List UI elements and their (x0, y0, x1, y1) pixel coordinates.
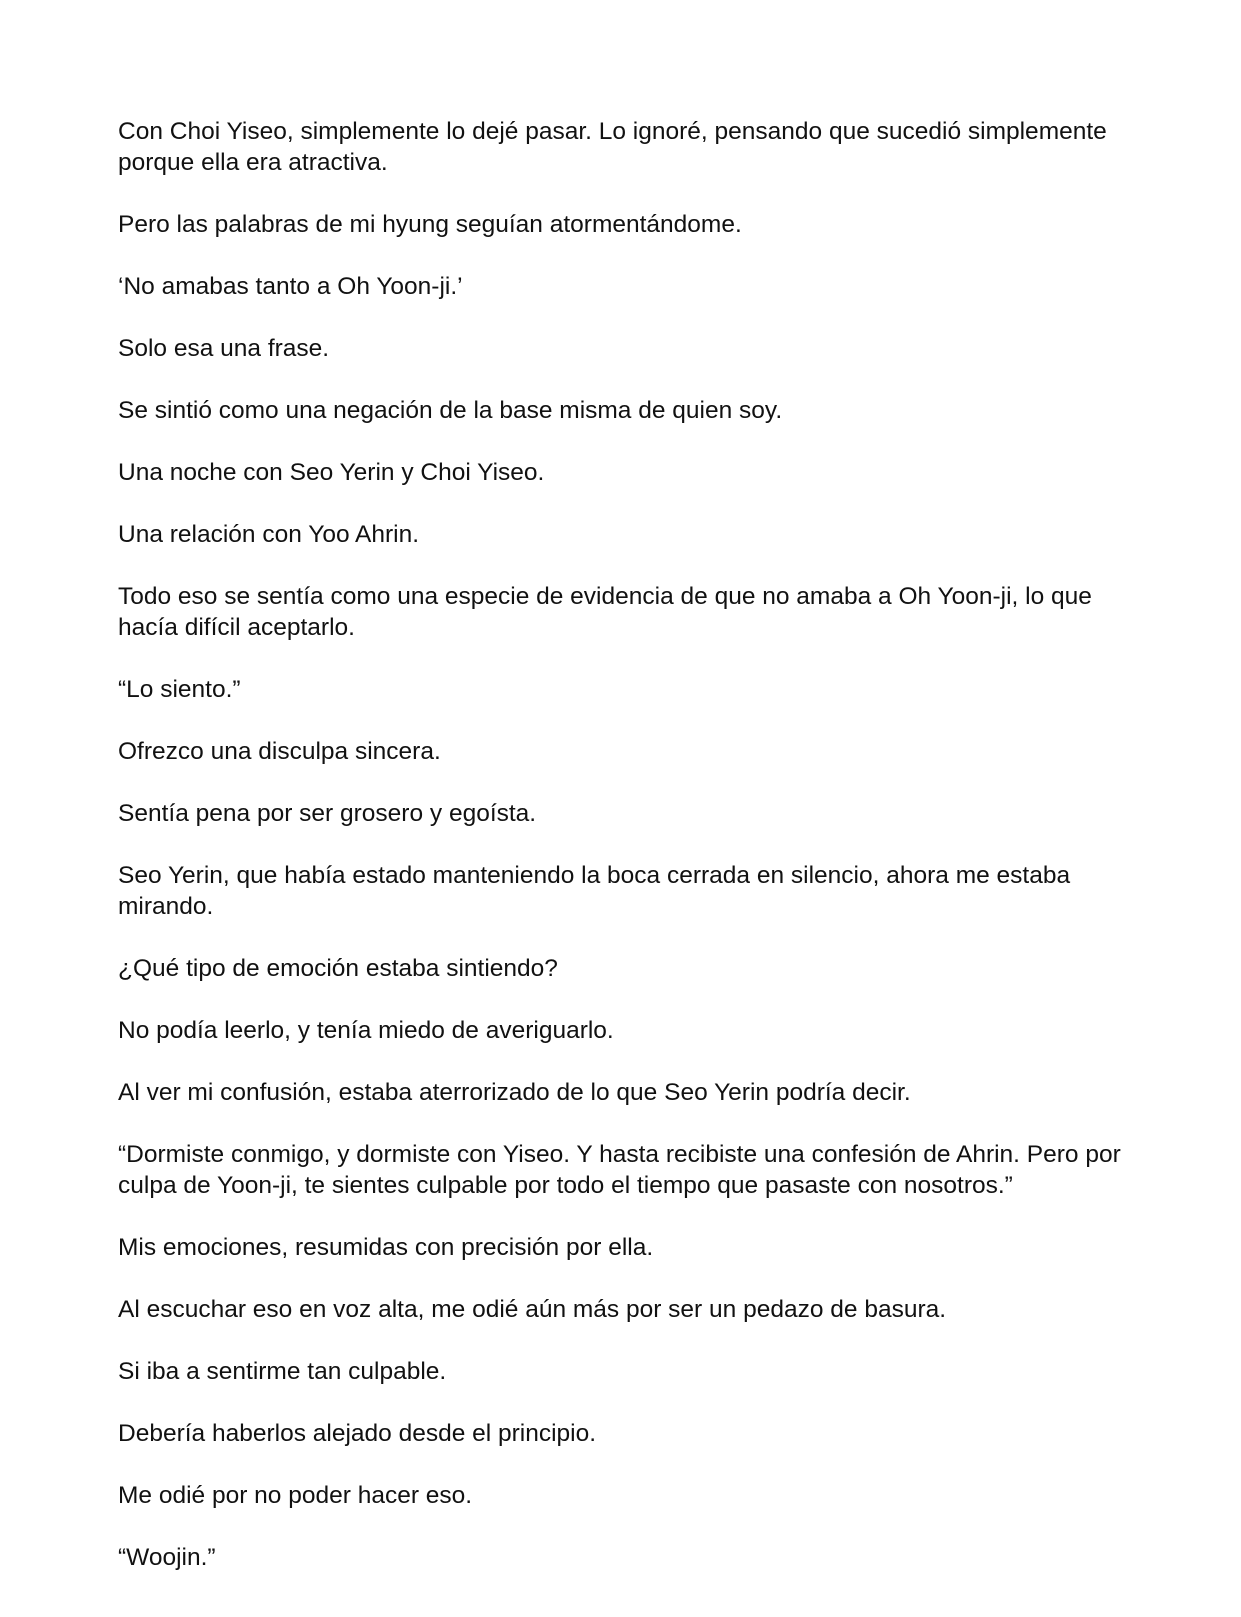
paragraph-19: Si iba a sentirme tan culpable. (118, 1358, 447, 1385)
paragraph-1: Con Choi Yiseo, simplemente lo dejé pasar. Lo ignoré, pensando que sucedió simplemente porque ella era atractiva. (118, 118, 1107, 176)
paragraph-4: Solo esa una frase. (118, 335, 330, 362)
paragraph-18: Al escuchar eso en voz alta, me odié aún más por ser un pedazo de basura. (118, 1296, 947, 1323)
paragraph-2: Pero las palabras de mi hyung seguían atormentándome. (118, 211, 742, 238)
paragraph-8: Todo eso se sentía como una especie de evidencia de que no amaba a Oh Yoon-ji, lo que hacía difícil aceptarlo. (118, 583, 1092, 641)
paragraph-20: Debería haberlos alejado desde el principio. (118, 1420, 597, 1447)
paragraph-3: ‘No amabas tanto a Oh Yoon-ji.’ (118, 273, 463, 300)
paragraph-14: No podía leerlo, y tenía miedo de averiguarlo. (118, 1017, 614, 1044)
paragraph-16: “Dormiste conmigo, y dormiste con Yiseo. Y hasta recibiste una confesión de Ahrin. Pero por culpa de Yoon-ji, te sientes culpable por todo el tiempo que pasaste con nosotros.” (118, 1141, 1121, 1199)
paragraph-11: Sentía pena por ser grosero y egoísta. (118, 800, 537, 827)
paragraph-22: “Woojin.” (118, 1544, 216, 1571)
paragraph-6: Una noche con Seo Yerin y Choi Yiseo. (118, 459, 545, 486)
paragraph-5: Se sintió como una negación de la base misma de quien soy. (118, 397, 783, 424)
paragraph-9: “Lo siento.” (118, 676, 241, 703)
text-column (118, 116, 1128, 1604)
paragraph-10: Ofrezco una disculpa sincera. (118, 738, 441, 765)
paragraph-21: Me odié por no poder hacer eso. (118, 1482, 473, 1509)
paragraph-15: Al ver mi confusión, estaba aterrorizado de lo que Seo Yerin podría decir. (118, 1079, 911, 1106)
paragraph-7: Una relación con Yoo Ahrin. (118, 521, 420, 548)
paragraph-12: Seo Yerin, que había estado manteniendo la boca cerrada en silencio, ahora me estaba mirando. (118, 862, 1071, 920)
paragraph-17: Mis emociones, resumidas con precisión por ella. (118, 1234, 654, 1261)
paragraph-13: ¿Qué tipo de emoción estaba sintiendo? (118, 955, 558, 982)
